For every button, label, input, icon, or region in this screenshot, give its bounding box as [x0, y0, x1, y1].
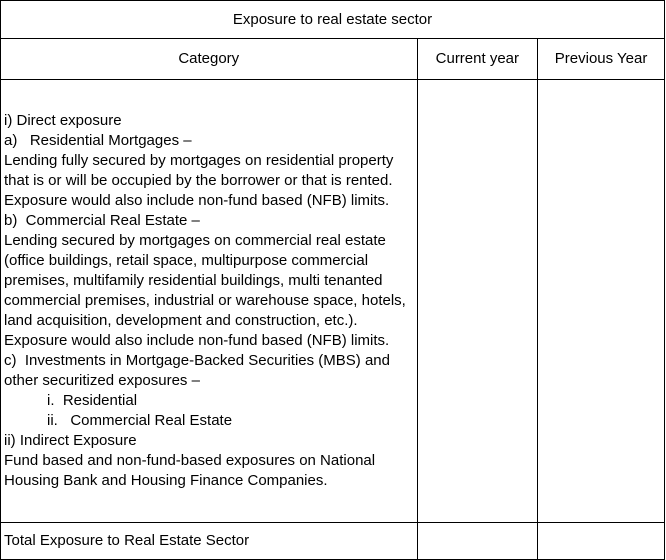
commercial-real-estate-heading: b) Commercial Real Estate –: [4, 212, 200, 229]
category-cell: [1, 80, 418, 523]
total-row: [1, 523, 665, 560]
table-row: [1, 80, 665, 523]
direct-exposure-heading: i) Direct exposure: [4, 112, 122, 129]
table-title: Exposure to real estate sector: [1, 1, 665, 39]
header-previous-year: Previous Year: [538, 39, 665, 80]
residential-mortgages-text: Lending fully secured by mortgages on residential property that is or will be occupied by the borrower or that is rented. Exposure would also include non-fund based (NFB) limits.: [4, 152, 394, 209]
total-current-year-cell: [417, 523, 538, 560]
header-category: Category: [1, 39, 418, 80]
table-title-row: [1, 1, 665, 39]
previous-year-cell: [538, 80, 665, 523]
header-current-year: Current year: [417, 39, 538, 80]
residential-mortgages-heading: a) Residential Mortgages –: [4, 132, 192, 149]
total-previous-year-cell: [538, 523, 665, 560]
commercial-real-estate-text: Lending secured by mortgages on commercial real estate (office buildings, retail space, multipurpose commercial premises, multifamily residential buildings, multi tenanted commercial premises, industrial or warehouse space, hotels, land acquisition, development and construction, etc.). Exposure would also include non-fund based (NFB) limits.: [4, 232, 406, 349]
mbs-commercial: ii. Commercial Real Estate: [47, 412, 233, 429]
mbs-heading: c) Investments in Mortgage-Backed Securities (MBS) and other securitized exposures –: [4, 352, 395, 389]
current-year-cell: [417, 80, 538, 523]
indirect-exposure-heading: ii) Indirect Exposure: [4, 432, 137, 449]
mbs-residential: i. Residential: [47, 392, 138, 409]
table-header-row: [1, 39, 665, 80]
total-label: Total Exposure to Real Estate Sector: [1, 523, 418, 560]
indirect-exposure-text: Fund based and non-fund-based exposures on National Housing Bank and Housing Finance Companies.: [4, 452, 376, 489]
